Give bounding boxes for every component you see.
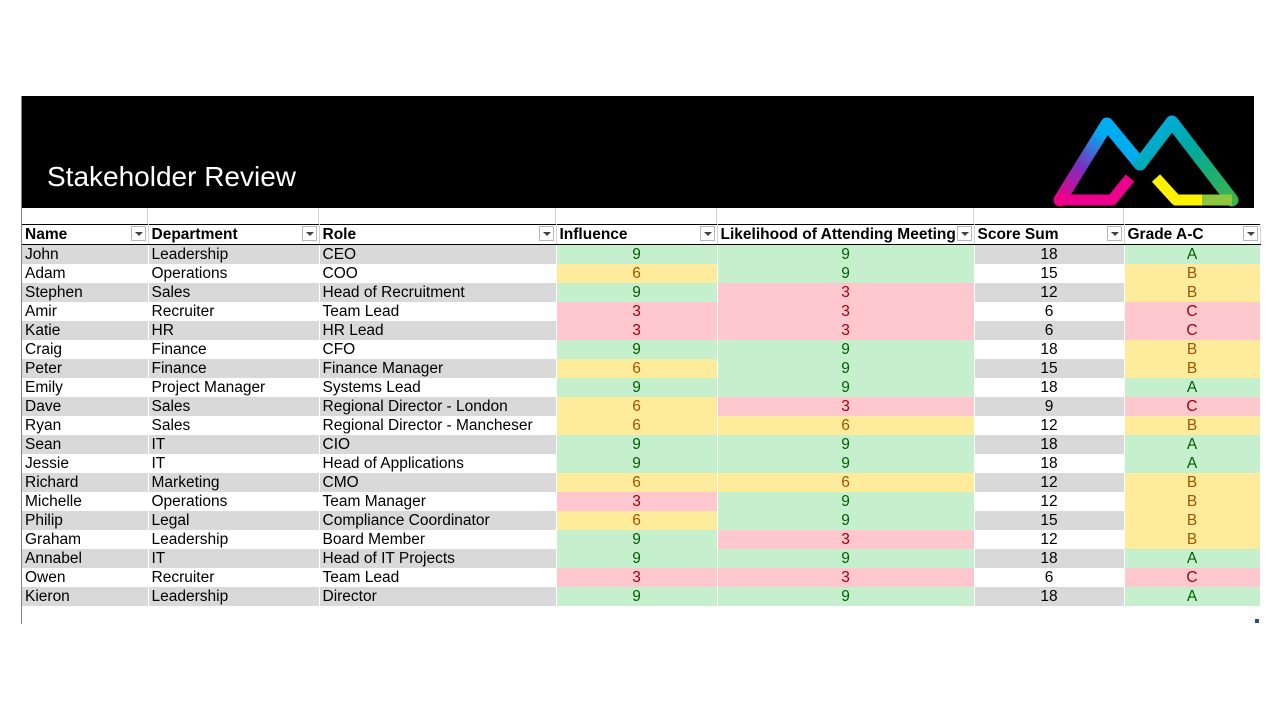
cell-name[interactable]: Annabel xyxy=(22,549,148,568)
page-title: Stakeholder Review xyxy=(47,161,297,192)
cell-name[interactable]: Dave xyxy=(22,397,148,416)
cell-grade[interactable]: C xyxy=(1124,321,1260,340)
cell-department[interactable]: IT xyxy=(148,454,319,473)
cell-name[interactable]: Kieron xyxy=(22,587,148,606)
cell-role[interactable]: Finance Manager xyxy=(319,359,556,378)
cell-grade[interactable]: B xyxy=(1124,492,1260,511)
header-row xyxy=(22,225,1260,245)
cell-score-sum[interactable]: 15 xyxy=(974,511,1124,530)
cell-grade[interactable]: A xyxy=(1124,378,1260,397)
cell-department[interactable]: Sales xyxy=(148,397,319,416)
cell-name[interactable]: Philip xyxy=(22,511,148,530)
cell-influence[interactable]: 9 xyxy=(556,549,717,568)
filter-dropdown-icon[interactable] xyxy=(1243,226,1258,241)
cell-grade[interactable]: A xyxy=(1124,435,1260,454)
table-row xyxy=(22,492,1260,511)
cell-department[interactable]: Sales xyxy=(148,416,319,435)
cell-influence[interactable]: 9 xyxy=(556,283,717,302)
cell-likelihood[interactable]: 9 xyxy=(717,359,974,378)
cell-influence[interactable]: 6 xyxy=(556,264,717,283)
stakeholder-table xyxy=(22,224,1261,606)
filter-dropdown-icon[interactable] xyxy=(957,226,972,241)
table-row xyxy=(22,397,1260,416)
cell-likelihood[interactable]: 3 xyxy=(717,397,974,416)
cell-grade[interactable]: B xyxy=(1124,340,1260,359)
cell-score-sum[interactable]: 6 xyxy=(974,321,1124,340)
cell-department[interactable]: Operations xyxy=(148,264,319,283)
cell-name[interactable]: Owen xyxy=(22,568,148,587)
cell-score-sum[interactable]: 18 xyxy=(974,435,1124,454)
cell-influence[interactable]: 3 xyxy=(556,492,717,511)
filter-dropdown-icon[interactable] xyxy=(1107,226,1122,241)
cell-department[interactable]: Recruiter xyxy=(148,302,319,321)
spreadsheet xyxy=(21,96,1260,624)
filter-dropdown-icon[interactable] xyxy=(302,226,317,241)
cell-score-sum[interactable]: 18 xyxy=(974,587,1124,606)
table-row xyxy=(22,264,1260,283)
cell-influence[interactable]: 6 xyxy=(556,511,717,530)
cell-role[interactable]: CMO xyxy=(319,473,556,492)
table-row xyxy=(22,378,1260,397)
cell-influence[interactable]: 6 xyxy=(556,359,717,378)
cell-role[interactable]: CIO xyxy=(319,435,556,454)
cell-department[interactable]: Finance xyxy=(148,340,319,359)
cell-likelihood[interactable]: 3 xyxy=(717,568,974,587)
column-header-role: Role xyxy=(319,225,556,245)
cell-grade[interactable]: B xyxy=(1124,473,1260,492)
cell-score-sum[interactable]: 18 xyxy=(974,549,1124,568)
m-mountain-logo xyxy=(1052,114,1242,208)
cell-score-sum[interactable]: 18 xyxy=(974,454,1124,473)
cell-role[interactable]: Team Manager xyxy=(319,492,556,511)
filter-dropdown-icon[interactable] xyxy=(539,226,554,241)
cell-name[interactable]: Stephen xyxy=(22,283,148,302)
cell-name[interactable]: Katie xyxy=(22,321,148,340)
cell-influence[interactable]: 9 xyxy=(556,435,717,454)
cell-likelihood[interactable]: 9 xyxy=(717,264,974,283)
cell-grade[interactable]: C xyxy=(1124,397,1260,416)
cell-likelihood[interactable]: 9 xyxy=(717,549,974,568)
table-row xyxy=(22,302,1260,321)
filter-dropdown-icon[interactable] xyxy=(131,226,146,241)
cell-department[interactable]: Project Manager xyxy=(148,378,319,397)
cell-role[interactable]: CEO xyxy=(319,245,556,265)
cell-score-sum[interactable]: 12 xyxy=(974,473,1124,492)
column-header-influence: Influence xyxy=(556,225,717,245)
cell-role[interactable]: CFO xyxy=(319,340,556,359)
column-header-department: Department xyxy=(148,225,319,245)
cell-grade[interactable]: A xyxy=(1124,587,1260,606)
filter-dropdown-icon[interactable] xyxy=(700,226,715,241)
column-header-score-sum: Score Sum xyxy=(974,225,1124,245)
cell-score-sum[interactable]: 9 xyxy=(974,397,1124,416)
table-row xyxy=(22,568,1260,587)
cell-likelihood[interactable]: 9 xyxy=(717,454,974,473)
empty-row xyxy=(22,208,1260,225)
cell-name[interactable]: Craig xyxy=(22,340,148,359)
cell-influence[interactable]: 6 xyxy=(556,416,717,435)
cell-name[interactable]: Emily xyxy=(22,378,148,397)
cell-score-sum[interactable]: 6 xyxy=(974,568,1124,587)
cell-score-sum[interactable]: 15 xyxy=(974,264,1124,283)
cell-grade[interactable]: A xyxy=(1124,454,1260,473)
table-row xyxy=(22,511,1260,530)
cell-grade[interactable]: B xyxy=(1124,530,1260,549)
cell-department[interactable]: IT xyxy=(148,549,319,568)
cell-role[interactable]: Head of IT Projects xyxy=(319,549,556,568)
cell-likelihood[interactable]: 9 xyxy=(717,435,974,454)
cell-department[interactable]: IT xyxy=(148,435,319,454)
cell-influence[interactable]: 9 xyxy=(556,587,717,606)
cell-role[interactable]: COO xyxy=(319,264,556,283)
table-row xyxy=(22,530,1260,549)
table-row xyxy=(22,340,1260,359)
cell-likelihood[interactable]: 3 xyxy=(717,321,974,340)
cell-likelihood[interactable]: 3 xyxy=(717,302,974,321)
cell-name[interactable]: Peter xyxy=(22,359,148,378)
cell-grade[interactable]: B xyxy=(1124,264,1260,283)
cell-likelihood[interactable]: 6 xyxy=(717,473,974,492)
cell-department[interactable]: Leadership xyxy=(148,587,319,606)
cell-name[interactable]: John xyxy=(22,245,148,265)
cell-name[interactable]: Ryan xyxy=(22,416,148,435)
cell-role[interactable]: Director xyxy=(319,587,556,606)
table-row xyxy=(22,245,1260,265)
column-header-name: Name xyxy=(22,225,148,245)
cell-department[interactable]: Operations xyxy=(148,492,319,511)
cell-likelihood[interactable]: 9 xyxy=(717,492,974,511)
cell-grade[interactable]: A xyxy=(1124,245,1260,265)
table-row xyxy=(22,359,1260,378)
cell-role[interactable]: Team Lead xyxy=(319,568,556,587)
cell-score-sum[interactable]: 18 xyxy=(974,378,1124,397)
cell-role[interactable]: Regional Director - Mancheser xyxy=(319,416,556,435)
cell-influence[interactable]: 6 xyxy=(556,473,717,492)
cell-influence[interactable]: 6 xyxy=(556,397,717,416)
cell-influence[interactable]: 9 xyxy=(556,530,717,549)
title-banner xyxy=(22,96,1254,208)
cell-department[interactable]: Marketing xyxy=(148,473,319,492)
cell-role[interactable]: Head of Recruitment xyxy=(319,283,556,302)
cell-score-sum[interactable]: 18 xyxy=(974,340,1124,359)
cell-role[interactable]: HR Lead xyxy=(319,321,556,340)
cell-grade[interactable]: B xyxy=(1124,511,1260,530)
table-row xyxy=(22,321,1260,340)
cell-role[interactable]: Compliance Coordinator xyxy=(319,511,556,530)
column-header-likelihood: Likelihood of Attending Meeting xyxy=(717,225,974,245)
cell-department[interactable]: Finance xyxy=(148,359,319,378)
cell-grade[interactable]: B xyxy=(1124,283,1260,302)
cell-score-sum[interactable]: 18 xyxy=(974,245,1124,265)
cell-grade[interactable]: B xyxy=(1124,359,1260,378)
cell-influence[interactable]: 3 xyxy=(556,302,717,321)
cell-name[interactable]: Richard xyxy=(22,473,148,492)
cell-influence[interactable]: 9 xyxy=(556,245,717,265)
cell-likelihood[interactable]: 9 xyxy=(717,245,974,265)
cell-role[interactable]: Head of Applications xyxy=(319,454,556,473)
column-header-grade: Grade A-C xyxy=(1124,225,1260,245)
cell-likelihood[interactable]: 3 xyxy=(717,530,974,549)
cell-department[interactable]: Sales xyxy=(148,283,319,302)
cell-likelihood[interactable]: 9 xyxy=(717,378,974,397)
cell-grade[interactable]: B xyxy=(1124,416,1260,435)
cell-influence[interactable]: 9 xyxy=(556,378,717,397)
table-row xyxy=(22,435,1260,454)
cell-name[interactable]: Graham xyxy=(22,530,148,549)
cell-role[interactable]: Regional Director - London xyxy=(319,397,556,416)
cell-influence[interactable]: 3 xyxy=(556,568,717,587)
cell-department[interactable]: Legal xyxy=(148,511,319,530)
cell-grade[interactable]: C xyxy=(1124,568,1260,587)
table-row xyxy=(22,549,1260,568)
cell-score-sum[interactable]: 12 xyxy=(974,416,1124,435)
cell-likelihood[interactable]: 3 xyxy=(717,283,974,302)
cell-role[interactable]: Team Lead xyxy=(319,302,556,321)
table-resize-handle[interactable] xyxy=(1255,619,1259,623)
cell-role[interactable]: Board Member xyxy=(319,530,556,549)
table-row xyxy=(22,473,1260,492)
cell-department[interactable]: Leadership xyxy=(148,530,319,549)
cell-likelihood[interactable]: 9 xyxy=(717,340,974,359)
cell-likelihood[interactable]: 6 xyxy=(717,416,974,435)
table-row xyxy=(22,587,1260,606)
cell-influence[interactable]: 9 xyxy=(556,340,717,359)
cell-name[interactable]: Adam xyxy=(22,264,148,283)
cell-grade[interactable]: A xyxy=(1124,549,1260,568)
cell-score-sum[interactable]: 12 xyxy=(974,530,1124,549)
cell-role[interactable]: Systems Lead xyxy=(319,378,556,397)
cell-grade[interactable]: C xyxy=(1124,302,1260,321)
cell-score-sum[interactable]: 6 xyxy=(974,302,1124,321)
cell-score-sum[interactable]: 15 xyxy=(974,359,1124,378)
cell-name[interactable]: Michelle xyxy=(22,492,148,511)
cell-influence[interactable]: 3 xyxy=(556,321,717,340)
cell-likelihood[interactable]: 9 xyxy=(717,511,974,530)
cell-score-sum[interactable]: 12 xyxy=(974,283,1124,302)
table-row xyxy=(22,454,1260,473)
cell-influence[interactable]: 9 xyxy=(556,454,717,473)
cell-likelihood[interactable]: 9 xyxy=(717,587,974,606)
cell-department[interactable]: Leadership xyxy=(148,245,319,265)
cell-name[interactable]: Amir xyxy=(22,302,148,321)
cell-department[interactable]: HR xyxy=(148,321,319,340)
cell-department[interactable]: Recruiter xyxy=(148,568,319,587)
cell-score-sum[interactable]: 12 xyxy=(974,492,1124,511)
cell-name[interactable]: Jessie xyxy=(22,454,148,473)
table-row xyxy=(22,283,1260,302)
cell-name[interactable]: Sean xyxy=(22,435,148,454)
table-row xyxy=(22,416,1260,435)
